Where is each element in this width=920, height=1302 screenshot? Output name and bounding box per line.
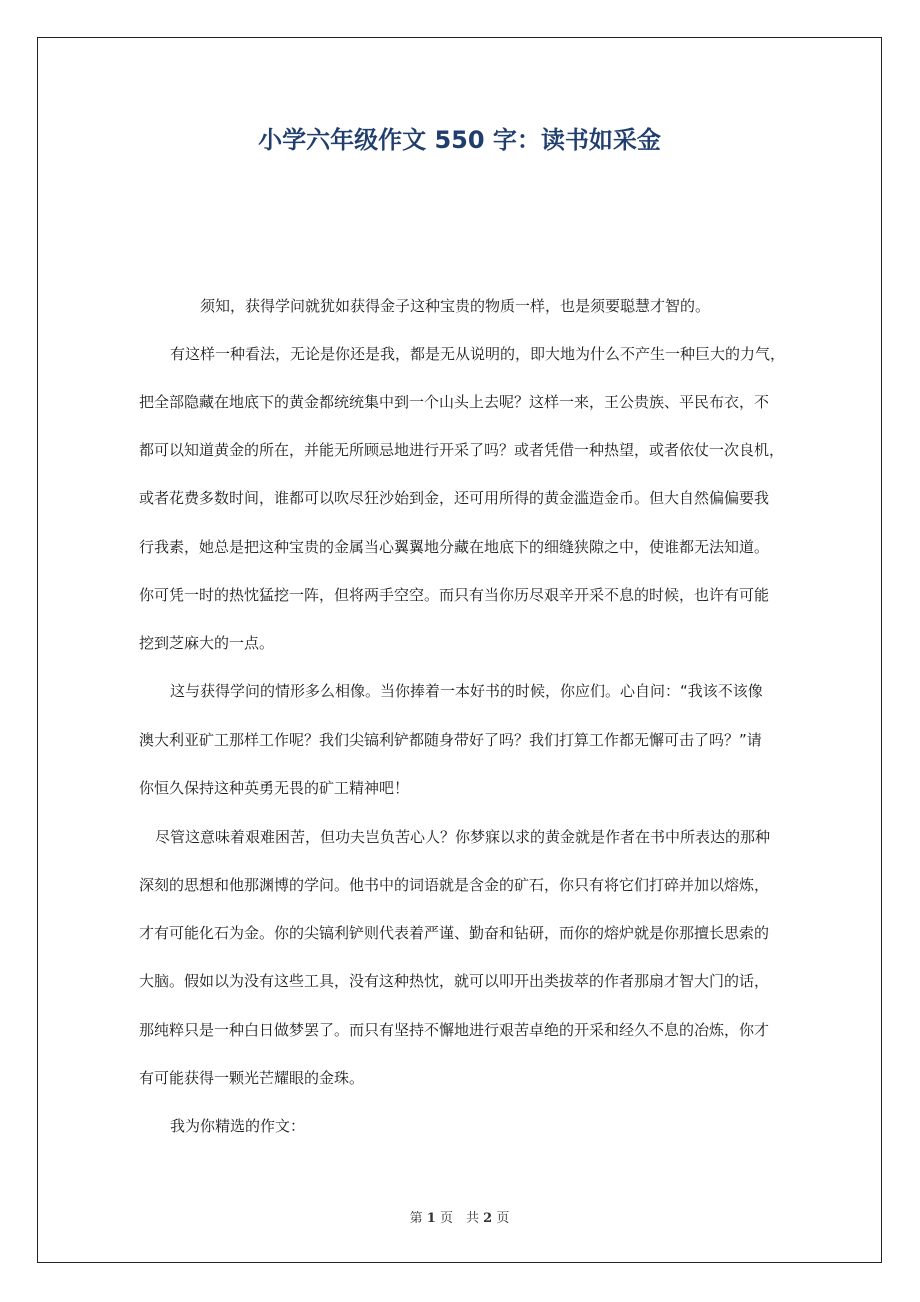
footer-mid: 页 共	[439, 1211, 479, 1226]
paragraph-line: 把全部隐藏在地底下的黄金都统统集中到一个山头上去呢？这样一来，王公贵族、平民布衣，不	[139, 393, 770, 411]
paragraph-line: 有可能获得一颗光芒耀眼的金珠。	[139, 1069, 365, 1087]
paragraph-line: 大脑。假如以为没有这些工具，没有这种热忱，就可以叩开出类拔萃的作者那扇才智大门的话，	[139, 972, 770, 990]
paragraph-line: 尽管这意味着艰难困苦，但功夫岂负苦心人？你梦寐以求的黄金就是作者在书中所表达的那种	[155, 828, 771, 846]
paragraph-line: 我为你精选的作文：	[170, 1117, 306, 1135]
paragraph-line: 挖到芝麻大的一点。	[139, 634, 275, 652]
paragraph-line: 你可凭一时的热忱猛挖一阵，但将两手空空。而只有当你历尽艰辛开采不息的时候，也许有可能	[139, 586, 770, 604]
paragraph-line: 澳大利亚矿工那样工作呢？我们尖镐利铲都随身带好了吗？我们打算工作都无懈可击了吗？”请	[139, 731, 762, 749]
paragraph-line: 那纯粹只是一种白日做梦罢了。而只有坚持不懈地进行艰苦卓绝的开采和经久不息的冶炼，你才	[139, 1021, 770, 1039]
paragraph-line: 须知，获得学问就犹如获得金子这种宝贵的物质一样，也是须要聪慧才智的。	[200, 297, 711, 315]
paragraph-line: 深刻的思想和他那渊博的学问。他书中的词语就是含金的矿石，你只有将它们打碎并加以熔炼，	[139, 876, 770, 894]
paragraph-line: 行我素，她总是把这种宝贵的金属当心翼翼地分藏在地底下的细缝狭隙之中，使谁都无法知道。	[139, 538, 770, 556]
paragraph-line: 都可以知道黄金的所在，并能无所顾忌地进行开采了吗？或者凭借一种热望，或者依仗一次良机，	[139, 441, 785, 459]
paragraph-line: 有这样一种看法，无论是你还是我，都是无从说明的，即大地为什么不产生一种巨大的力气，	[170, 345, 786, 363]
page-footer	[37, 1207, 882, 1226]
paragraph-line: 这与获得学问的情形多么相像。当你捧着一本好书的时候，你应们。心自问：“我该不该像	[170, 682, 763, 700]
paragraph-line: 才有可能化石为金。你的尖镐利铲则代表着严谨、勤奋和钻研，而你的熔炉就是你那擅长思索的	[139, 924, 770, 942]
footer-prefix: 第	[409, 1211, 423, 1226]
paragraph-line: 或者花费多数时间，谁都可以吹尽狂沙始到金，还可用所得的黄金滥造金币。但大自然偏偏要我	[139, 489, 770, 507]
paragraph-line: 你恒久保持这种英勇无畏的矿工精神吧！	[139, 779, 410, 797]
current-page-number: 1	[426, 1211, 436, 1226]
footer-suffix: 页	[496, 1211, 510, 1226]
total-pages-number: 2	[483, 1211, 493, 1226]
document-title: 小学六年级作文 550 字：读书如采金	[258, 126, 661, 154]
